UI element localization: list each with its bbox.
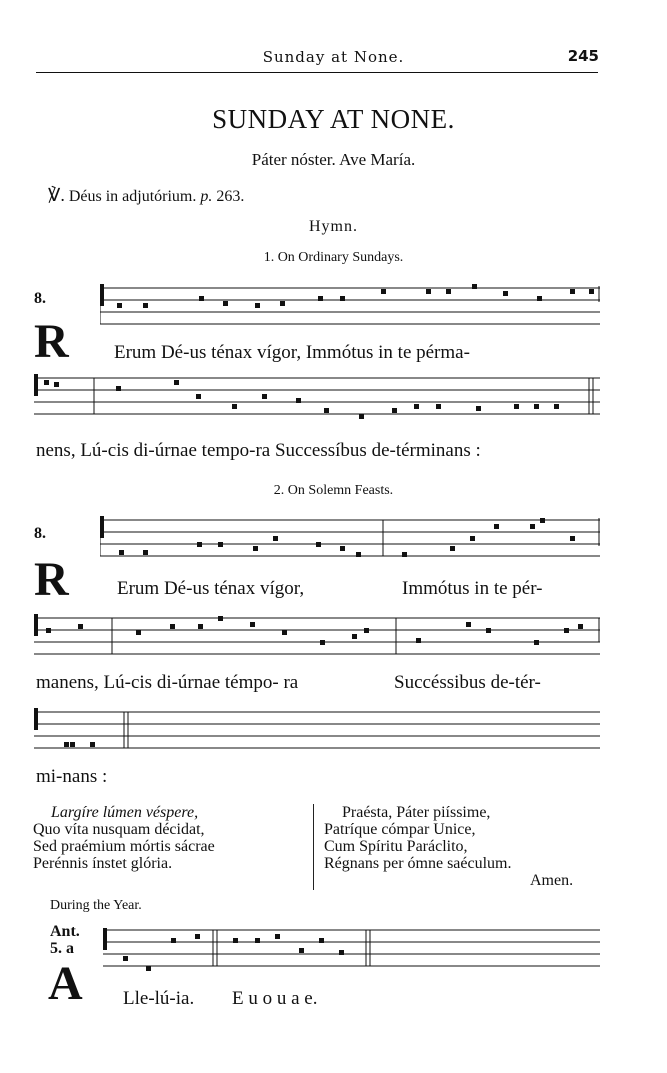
- doxology-right-line: Praésta, Páter piíssime,: [342, 804, 491, 821]
- antiphon-initial: A: [48, 957, 83, 1010]
- section1-heading: 1. On Ordinary Sundays.: [263, 250, 404, 265]
- doxology-right: [324, 804, 573, 889]
- staff-6: [103, 922, 600, 974]
- versicle-ref-label: p.: [200, 188, 213, 205]
- section2-line2b: Succéssibus de-tér-: [394, 672, 541, 693]
- staff-2: [34, 370, 600, 430]
- staff-1: [100, 282, 600, 334]
- doxology-left: [33, 804, 215, 872]
- section2-heading: 2. On Solemn Feasts.: [273, 483, 394, 498]
- section1-line2: nens, Lú-cis di-úrnae tempo-ra Successíbus de-términans :: [36, 440, 481, 461]
- doxology-right-line: Cum Spíritu Paráclito,: [324, 838, 468, 855]
- versicle-text: Déus in adjutórium.: [68, 188, 197, 205]
- section2-line1b: Immótus in te pér-: [402, 578, 543, 599]
- amen: Amen.: [530, 872, 574, 889]
- doxology-left-line: Perénnis ínstet glória.: [33, 855, 173, 872]
- antiphon-text: Lle-lú-ia.: [123, 988, 195, 1009]
- hymn-heading: Hymn.: [309, 218, 358, 235]
- doxology-left-line: Largíre lúmen véspere,: [51, 804, 199, 821]
- section2-line1a: Erum Dé-us ténax vígor,: [117, 578, 305, 599]
- versicle: [48, 185, 244, 206]
- versicle-symbol: ℣.: [48, 185, 65, 205]
- doxology-left-line: Quo víta nusquam décidat,: [33, 821, 205, 838]
- section1-initial: R: [34, 315, 69, 368]
- doxology-right-line: Régnans per ómne saéculum.: [324, 855, 512, 872]
- season-label: During the Year.: [50, 898, 142, 913]
- prayers-line: Páter nóster. Ave María.: [251, 150, 416, 169]
- page-number: 245: [567, 47, 599, 65]
- section2-line3: mi-nans :: [36, 766, 108, 787]
- antiphon-mode: 5. a: [50, 940, 74, 957]
- section1-line1: Erum Dé-us ténax vígor, Immótus in te pérma-: [114, 342, 470, 363]
- antiphon-label: Ant.: [50, 923, 80, 940]
- column-divider: [313, 804, 314, 890]
- staff-3: [100, 514, 600, 566]
- header-rule: [36, 72, 598, 73]
- staff-4: [34, 610, 600, 666]
- doxology-right-line: Patríque cómpar Unice,: [324, 821, 476, 838]
- section2-mode: 8.: [34, 525, 46, 542]
- section2-line2a: manens, Lú-cis di-úrnae témpo- ra: [36, 672, 299, 693]
- versicle-ref-page: 263.: [216, 188, 245, 205]
- staff-5: [34, 706, 600, 758]
- euouae: E u o u a e.: [232, 988, 318, 1009]
- doxology-left-line: Sed praémium mórtis sácrae: [33, 838, 215, 855]
- section1-mode: 8.: [34, 290, 46, 307]
- section2-initial: R: [34, 553, 69, 606]
- page-title: SUNDAY AT NONE.: [212, 104, 455, 134]
- running-title: Sunday at None.: [262, 48, 405, 66]
